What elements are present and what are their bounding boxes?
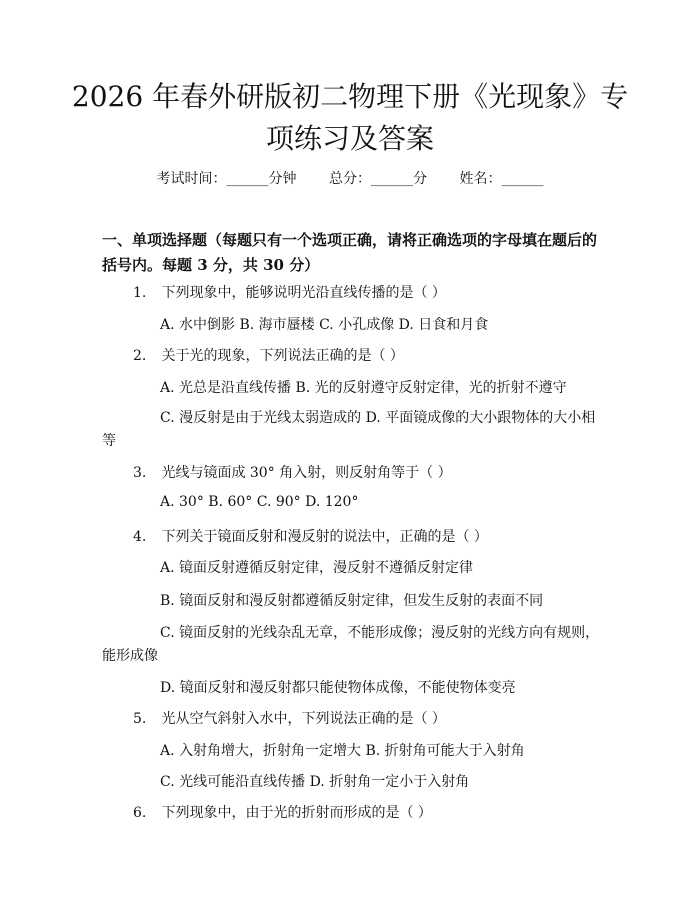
question-text: 下列关于镜面反射和漫反射的说法中，正确的是（ ） [161, 529, 488, 545]
question-1 [133, 282, 446, 302]
question-5-options-cd: C. 光线可能沿直线传播 D. 折射角一定小于入射角 [160, 774, 470, 790]
question-4 [133, 526, 488, 546]
exam-time: 考试时间：______分钟 [156, 171, 297, 187]
question-3-options: A. 30° B. 60° C. 90° D. 120° [160, 494, 359, 510]
section-heading: 一、单项选择题（每题只有一个选项正确，请将正确选项的字母填在题后的括号内。每题 3 分，共 30 分） [102, 231, 598, 274]
question-5-options-ab: A. 入射角增大，折射角一定增大 B. 折射角可能大于入射角 [160, 743, 525, 759]
question-4-option-a: A. 镜面反射遵循反射定律，漫反射不遵循反射定律 [160, 560, 474, 576]
question-text: 下列现象中，能够说明光沿直线传播的是（ ） [161, 285, 446, 301]
question-2-options-cd: C. 漫反射是由于光线太弱造成的 D. 平面镜成像的大小跟物体的大小相 [160, 410, 596, 426]
question-number: 6. [133, 805, 147, 821]
question-number: 3. [133, 465, 147, 481]
question-4-option-c: C. 镜面反射的光线杂乱无章，不能形成像；漫反射的光线方向有规则， [160, 625, 600, 641]
question-2 [133, 345, 404, 365]
question-number: 4. [133, 529, 147, 545]
question-text: 光从空气斜射入水中，下列说法正确的是（ ） [161, 711, 446, 727]
question-4-option-c-wrap: 能形成像 [102, 648, 158, 664]
question-1-options: A. 水中倒影 B. 海市蜃楼 C. 小孔成像 D. 日食和月食 [160, 317, 489, 333]
question-2-options-wrap: 等 [102, 433, 116, 449]
question-number: 5. [133, 711, 147, 727]
question-number: 2. [133, 348, 147, 364]
exam-score: 总分：______分 [329, 171, 427, 187]
question-5 [133, 708, 446, 728]
title-line-1: 2026 年春外研版初二物理下册《光现象》专 [71, 80, 629, 113]
question-text: 关于光的现象，下列说法正确的是（ ） [161, 348, 404, 364]
question-text: 光线与镜面成 30° 角入射，则反射角等于（ ） [161, 465, 452, 481]
question-2-options-ab: A. 光总是沿直线传播 B. 光的反射遵守反射定律，光的折射不遵守 [160, 380, 567, 396]
page-title [60, 76, 640, 160]
question-4-option-d: D. 镜面反射和漫反射都只能使物体成像，不能使物体变亮 [160, 680, 516, 696]
question-6 [133, 802, 432, 822]
question-number: 1. [133, 285, 147, 301]
exam-name: 姓名：______ [459, 171, 544, 187]
question-3 [133, 462, 452, 482]
question-4-option-b: B. 镜面反射和漫反射都遵循反射定律，但发生反射的表面不同 [160, 593, 544, 609]
question-text: 下列现象中，由于光的折射而形成的是（ ） [161, 805, 432, 821]
title-line-2: 项练习及答案 [265, 122, 434, 155]
exam-info [0, 168, 700, 188]
